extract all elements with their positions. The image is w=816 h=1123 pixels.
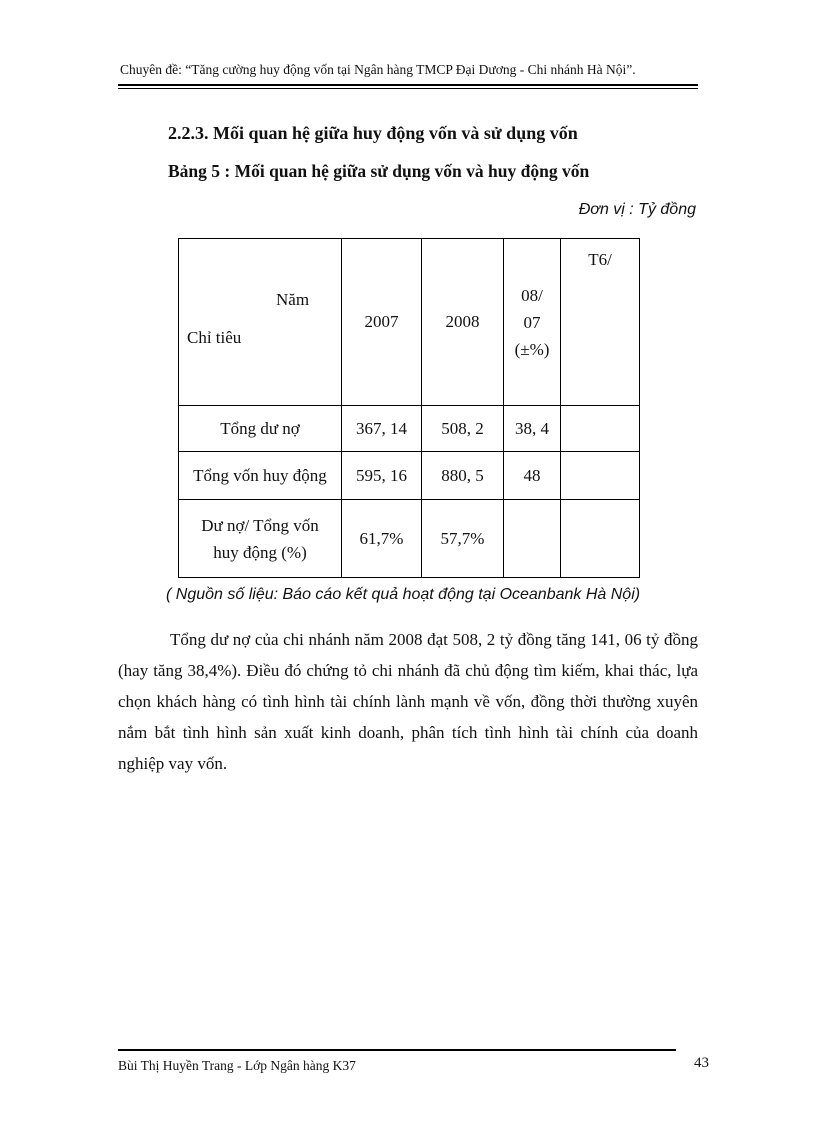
cell-t6 (561, 406, 640, 452)
table-row (179, 406, 640, 452)
cell-2008: 880, 5 (422, 452, 504, 500)
page-number: 43 (694, 1055, 709, 1071)
cell-2007: 595, 16 (342, 452, 422, 500)
cell-2008: 57,7% (422, 500, 504, 578)
row-label: Tổng vốn huy động (179, 452, 342, 500)
header-2007: 2007 (342, 239, 422, 406)
header-pct-line2: 07 (523, 312, 541, 332)
cell-pct (504, 500, 561, 578)
table-row (179, 500, 640, 578)
row-label: Tổng dư nợ (179, 406, 342, 452)
cell-pct: 48 (504, 452, 561, 500)
source-note: ( Nguồn số liệu: Báo cáo kết quả hoạt động tại Oceanbank Hà Nội) (166, 586, 641, 603)
header-pct (504, 239, 561, 406)
header-pct-line1: 08/ (521, 285, 543, 305)
footer-author: Bùi Thị Huyền Trang - Lớp Ngân hàng K37 (118, 1058, 356, 1073)
header-2008: 2008 (422, 239, 504, 406)
table-row (179, 452, 640, 500)
header-pct-line3: (±%) (514, 339, 550, 359)
data-table (178, 238, 640, 578)
header-t6 (561, 239, 640, 406)
row-label-line2: huy động (%) (213, 542, 307, 562)
cell-t6 (561, 500, 640, 578)
paragraph-text: Tổng dư nợ của chi nhánh năm 2008 đạt 508, 2 tỷ đồng tăng 141, 06 tỷ đồng (hay tăng 38,4%). Điều đó chứng tỏ chi nhánh đã chủ động tìm kiếm, khai thác, lựa chọn khách hàng có tình hình tài chính lành mạnh về vốn, đồng thời thường xuyên nắm bắt tình hình sản xuất kinh doanh, phân tích tình hình tài chính của doanh nghiệp vay vốn. (118, 630, 698, 773)
header-t6-label: T6/ (588, 250, 612, 269)
header-rule (118, 84, 698, 86)
table-header-row (179, 239, 640, 406)
section-title: 2.2.3. Mối quan hệ giữa huy động vốn và sử dụng vốn (168, 123, 578, 143)
unit-note: Đơn vị : Tỷ đồng (578, 201, 696, 218)
cell-2007: 61,7% (342, 500, 422, 578)
row-label-line1: Dư nợ/ Tổng vốn (201, 515, 319, 535)
header-nam: Năm (276, 290, 310, 309)
header-corner-cell (179, 239, 342, 406)
cell-pct: 38, 4 (504, 406, 561, 452)
row-label (179, 500, 342, 578)
cell-t6 (561, 452, 640, 500)
footer-rule (118, 1049, 676, 1051)
body-paragraph (118, 624, 698, 779)
table-title: Bảng 5 : Mối quan hệ giữa sử dụng vốn và huy động vốn (168, 161, 590, 181)
header-chi-tieu: Chỉ tiêu (187, 328, 242, 347)
cell-2007: 367, 14 (342, 406, 422, 452)
page-header: Chuyên đề: “Tăng cường huy động vốn tại Ngân hàng TMCP Đại Dương - Chi nhánh Hà Nội”. (120, 62, 636, 77)
header-rule-thin (118, 88, 698, 89)
cell-2008: 508, 2 (422, 406, 504, 452)
